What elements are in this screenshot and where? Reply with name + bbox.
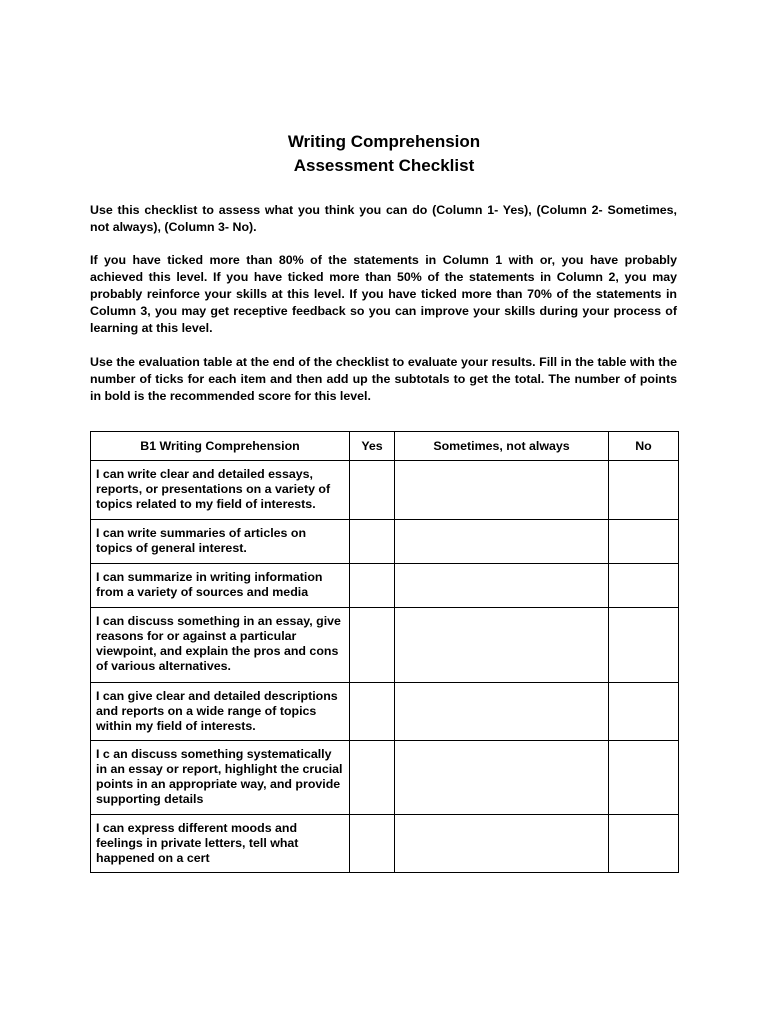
header-statement: B1 Writing Comprehension: [91, 432, 350, 461]
sometimes-cell[interactable]: [395, 520, 609, 564]
header-yes: Yes: [350, 432, 395, 461]
no-cell[interactable]: [609, 564, 679, 608]
sometimes-cell[interactable]: [395, 608, 609, 683]
header-no: No: [609, 432, 679, 461]
statement-cell: I c an discuss something systematically in an essay or report, highlight the crucial points in an appropriate way, and provide supporting details: [91, 741, 350, 815]
page-title: [0, 130, 768, 178]
no-cell[interactable]: [609, 683, 679, 741]
yes-cell[interactable]: [350, 683, 395, 741]
yes-cell[interactable]: [350, 564, 395, 608]
instruction-paragraph-2: If you have ticked more than 80% of the statements in Column 1 with or, you have probably achieved this level. If you have ticked more than 50% of the statements in Column 2, you may probably reinforce your skills at this level. If you have ticked more than 70% of the statements in Column 3, you may get receptive feedback so you can improve your skills during your process of learning at this level.: [90, 253, 677, 335]
table-row: [91, 608, 679, 683]
yes-cell[interactable]: [350, 815, 395, 873]
statement-cell: I can write summaries of articles on topics of general interest.: [91, 520, 350, 564]
instruction-paragraph-3: Use the evaluation table at the end of the checklist to evaluate your results. Fill in the table with the number of ticks for each item and then add up the subtotals to get the total. The number of points in bold is the recommended score for this level.: [90, 355, 677, 403]
header-sometimes: Sometimes, not always: [395, 432, 609, 461]
no-cell[interactable]: [609, 815, 679, 873]
sometimes-cell[interactable]: [395, 815, 609, 873]
no-cell[interactable]: [609, 741, 679, 815]
no-cell[interactable]: [609, 461, 679, 520]
instruction-paragraph-1: Use this checklist to assess what you think you can do (Column 1- Yes), (Column 2- Sometimes, not always), (Column 3- No).: [90, 203, 677, 234]
table-row: [91, 815, 679, 873]
statement-cell: I can write clear and detailed essays, reports, or presentations on a variety of topics related to my field of interests.: [91, 461, 350, 520]
title-line-2: Assessment Checklist: [293, 156, 475, 175]
statement-cell: I can give clear and detailed descriptions and reports on a wide range of topics within my field of interests.: [91, 683, 350, 741]
yes-cell[interactable]: [350, 608, 395, 683]
table-row: [91, 741, 679, 815]
table-row: [91, 520, 679, 564]
sometimes-cell[interactable]: [395, 461, 609, 520]
table-header-row: [91, 432, 679, 461]
title-line-1: Writing Comprehension: [287, 132, 481, 151]
table-row: [91, 461, 679, 520]
statement-cell: I can express different moods and feelings in private letters, tell what happened on a cert: [91, 815, 350, 873]
yes-cell[interactable]: [350, 741, 395, 815]
yes-cell[interactable]: [350, 461, 395, 520]
no-cell[interactable]: [609, 520, 679, 564]
sometimes-cell[interactable]: [395, 564, 609, 608]
table-row: [91, 564, 679, 608]
yes-cell[interactable]: [350, 520, 395, 564]
sometimes-cell[interactable]: [395, 741, 609, 815]
table-row: [91, 683, 679, 741]
statement-cell: I can discuss something in an essay, give reasons for or against a particular viewpoint, and explain the pros and cons of various alternatives.: [91, 608, 350, 683]
no-cell[interactable]: [609, 608, 679, 683]
statement-cell: I can summarize in writing information from a variety of sources and media: [91, 564, 350, 608]
assessment-checklist-table: [90, 431, 679, 873]
sometimes-cell[interactable]: [395, 683, 609, 741]
